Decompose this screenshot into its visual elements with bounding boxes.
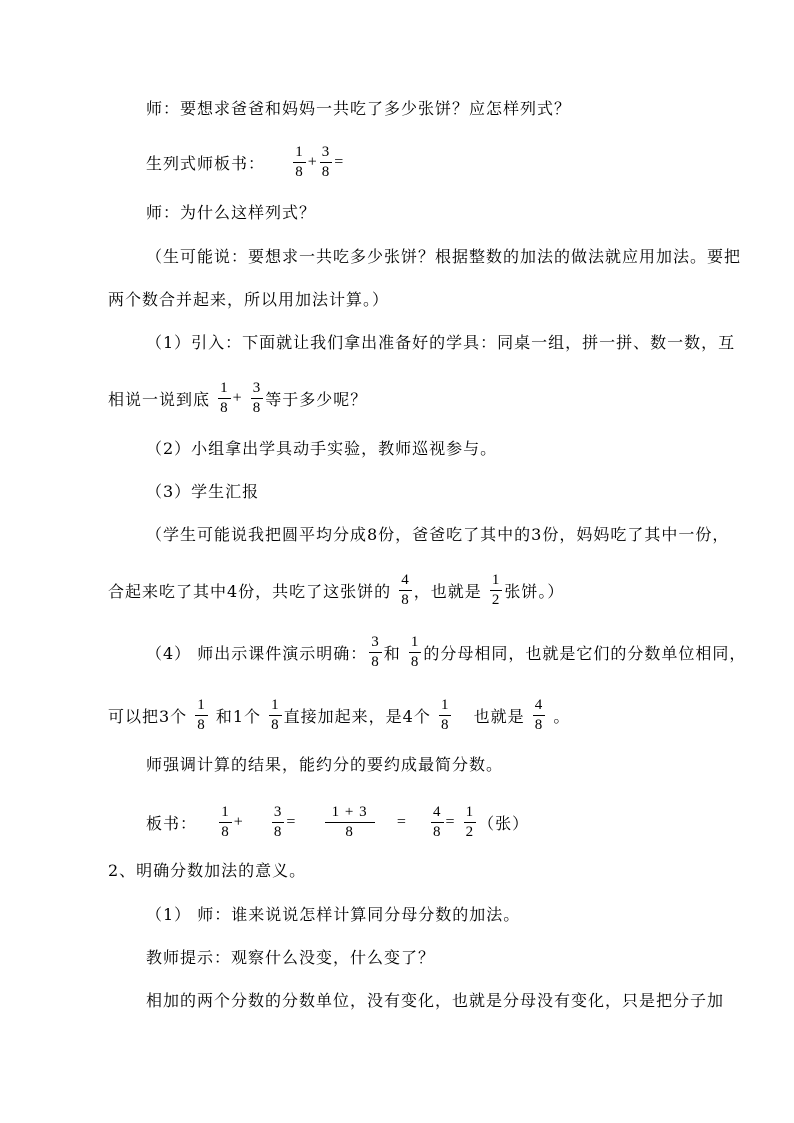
fraction-3-8: $\frac{3}{8}$ [252, 380, 262, 416]
text: 直接加起来，是4个 [283, 707, 431, 726]
text: 师强调计算的结果，能约分的要约成最简分数。 [146, 755, 504, 774]
text: （生可能说：要想求一共吃多少张饼？根据整数的加法的做法就应用加法。要把 [146, 247, 742, 266]
text: （1）引入：下面就让我们拿出准备好的学具：同桌一组，拼一拼、数一数，互 [146, 333, 736, 352]
fraction-3-8: $\frac{3}{8}$ [321, 144, 331, 180]
paragraph-board-equation [0, 804, 794, 848]
equals-sign: = [334, 153, 345, 171]
fraction-1-8: $\frac{1}{8}$ [221, 804, 230, 840]
section-heading [0, 858, 794, 902]
fraction-1-2: $\frac{1}{2}$ [491, 572, 501, 608]
text: （2）小组拿出学具动手实验，教师巡视参与。 [146, 439, 498, 458]
unit-label: （张） [478, 814, 530, 833]
plus-sign: + [307, 153, 318, 171]
paragraph-simplify [0, 752, 794, 796]
fraction-3-8: $\frac{3}{8}$ [273, 804, 283, 840]
text: 。 [553, 707, 571, 726]
paragraph-teacher-hint [0, 945, 794, 989]
text: 板书： [146, 814, 198, 833]
fraction-4-8: $\frac{4}{8}$ [401, 572, 410, 608]
text: 两个数合并起来，所以用加法计算。） [108, 290, 390, 309]
fraction-1-8: $\frac{1}{8}$ [440, 697, 450, 733]
text: （4） 师出示课件演示明确： [146, 644, 368, 663]
text: ，也就是 [413, 582, 482, 601]
text: 合起来吃了其中4份，共吃了这张饼的 [108, 582, 392, 601]
fraction-1-8: $\frac{1}{8}$ [295, 144, 304, 180]
text: 2、明确分数加法的意义。 [108, 861, 307, 880]
paragraph-student-answer-cont [0, 287, 794, 331]
fraction-1-8: $\frac{1}{8}$ [410, 634, 420, 670]
plus-sign: + [232, 389, 243, 407]
paragraph-why [0, 200, 794, 244]
paragraph-courseware [0, 634, 794, 678]
text: （学生可能说我把圆平均分成8份，爸爸吃了其中的3份，妈妈吃了其中一份， [146, 525, 730, 544]
paragraph-report-detail [0, 522, 794, 566]
text: 生列式师板书： [146, 154, 266, 173]
text: 可以把3个 [108, 707, 188, 726]
text: 相说一说到底 [108, 390, 211, 409]
text: （1） 师：谁来说说怎样计算同分母分数的加法。 [146, 905, 521, 924]
plus-sign: + [233, 813, 244, 831]
fraction-1-2: $\frac{1}{2}$ [465, 804, 475, 840]
text: 等于多少呢？ [265, 390, 368, 409]
text: 教师提示：观察什么没变，什么变了？ [146, 948, 436, 967]
fraction-4-8: $\frac{4}{8}$ [534, 697, 544, 733]
paragraph-student-answer [0, 244, 794, 288]
paragraph-experiment [0, 436, 794, 480]
text: 相加的两个分数的分数单位，没有变化，也就是分母没有变化，只是把分子加 [146, 991, 725, 1010]
fraction-4-8: $\frac{4}{8}$ [433, 804, 442, 840]
fraction-3-8: $\frac{3}{8}$ [371, 634, 380, 670]
text: 师：为什么这样列式？ [146, 203, 317, 222]
paragraph-intro [0, 330, 794, 374]
text: 和 [383, 644, 401, 663]
paragraph-board-expression [0, 144, 794, 188]
text: （3）学生汇报 [146, 482, 260, 501]
text: 张饼。） [504, 582, 565, 601]
paragraph-intro-cont [0, 380, 794, 424]
equals-sign: = [396, 813, 407, 831]
text: 也就是 [473, 707, 525, 726]
text: 和1个 [215, 707, 262, 726]
fraction-1-plus-3-over-8: $\frac{1 + 3}{8}$ [325, 804, 375, 841]
equals-sign: = [445, 813, 456, 831]
fraction-1-8: $\frac{1}{8}$ [271, 697, 280, 733]
fraction-1-8: $\frac{1}{8}$ [220, 380, 229, 416]
text: 的分母相同，也就是它们的分数单位相同， [423, 644, 747, 663]
paragraph-courseware-cont [0, 697, 794, 741]
paragraph-report-detail-cont [0, 572, 794, 616]
equals-sign: = [286, 813, 297, 831]
text: 师：要想求爸爸和妈妈一共吃了多少张饼？应怎样列式？ [146, 99, 572, 118]
paragraph-report [0, 479, 794, 523]
paragraph-question-formula [0, 96, 794, 140]
paragraph-explanation [0, 988, 794, 1032]
fraction-1-8: $\frac{1}{8}$ [197, 697, 206, 733]
paragraph-teacher-ask [0, 902, 794, 946]
